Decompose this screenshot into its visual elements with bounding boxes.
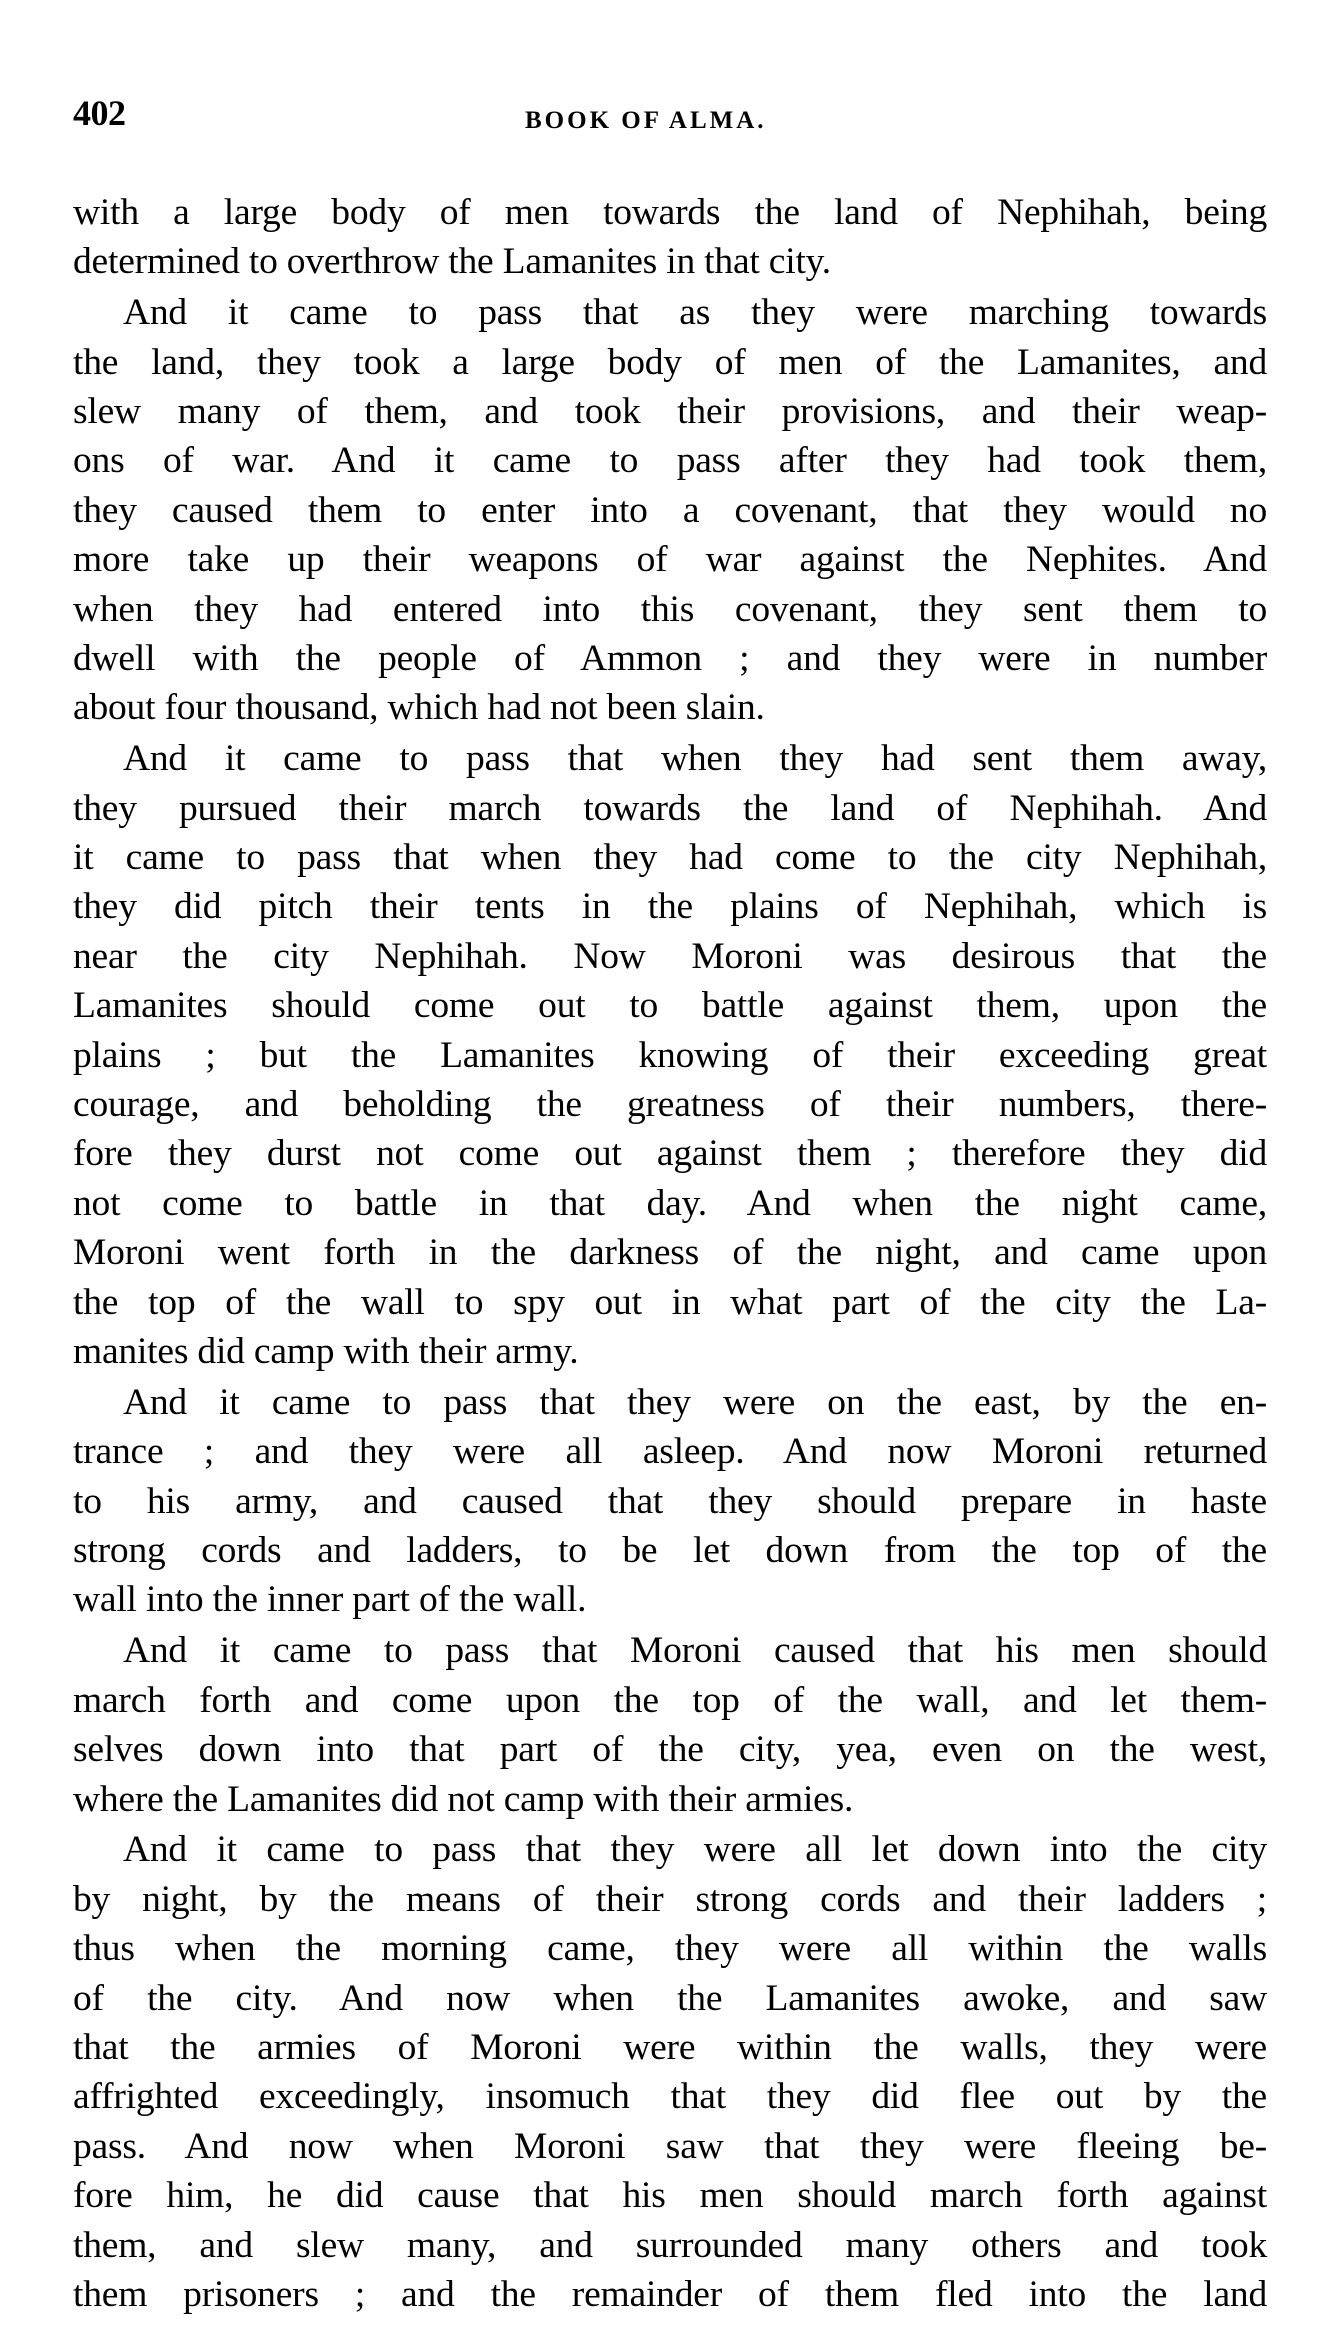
text-line: of the city. And now when the Lamanites awoke, and saw xyxy=(73,1977,1267,2019)
paragraph-5 xyxy=(73,1626,1267,1824)
text-line: And it came to pass that they were all let down into the city xyxy=(123,1829,1267,1871)
text-line: ons of war. And it came to pass after they had took them, xyxy=(73,440,1267,482)
paragraph-2 xyxy=(73,288,1267,733)
text-line: Moroni went forth in the darkness of the night, and came upon xyxy=(73,1232,1267,1274)
text-line: And it came to pass that they were on the east, by the en- xyxy=(123,1381,1267,1423)
text-line: pass. And now when Moroni saw that they were fleeing be- xyxy=(73,2125,1267,2167)
text-line: when they had entered into this covenant, they sent them to xyxy=(73,588,1267,630)
text-line: by night, by the means of their strong cords and their ladders ; xyxy=(73,1878,1267,1920)
text-line: fore they durst not come out against them ; therefore they did xyxy=(73,1133,1267,1175)
text-line: they did pitch their tents in the plains of Nephihah, which is xyxy=(73,886,1267,928)
text-line: not come to battle in that day. And when the night came, xyxy=(73,1182,1267,1224)
text-line: where the Lamanites did not camp with their armies. xyxy=(73,1778,854,1820)
text-line: slew many of them, and took their provisions, and their weap- xyxy=(73,391,1267,433)
text-line: manites did camp with their army. xyxy=(73,1330,579,1372)
paragraph-3 xyxy=(73,734,1267,1376)
text-line: more take up their weapons of war against the Nephites. And xyxy=(73,539,1267,581)
text-line: selves down into that part of the city, yea, even on the west, xyxy=(73,1729,1267,1771)
text-line: with a large body of men towards the land of Nephihah, being xyxy=(73,192,1267,233)
text-line: dwell with the people of Ammon ; and they were in number xyxy=(73,638,1267,680)
text-line: strong cords and ladders, to be let down from the top of the xyxy=(73,1530,1267,1572)
text-line: the land, they took a large body of men of the Lamanites, and xyxy=(73,341,1267,383)
paragraph-4 xyxy=(73,1378,1267,1625)
text-line: courage, and beholding the greatness of their numbers, there- xyxy=(73,1084,1267,1126)
text-line: determined to overthrow the Lamanites in that city. xyxy=(73,241,831,283)
page-number: 402 xyxy=(73,93,126,133)
text-line: thus when the morning came, they were all within the walls xyxy=(73,1928,1267,1970)
text-line: to his army, and caused that they should prepare in haste xyxy=(73,1480,1267,1522)
text-line: plains ; but the Lamanites knowing of their exceeding great xyxy=(73,1034,1267,1076)
text-line: it came to pass that when they had come to the city Nephihah, xyxy=(73,837,1267,879)
text-line: wall into the inner part of the wall. xyxy=(73,1579,587,1621)
text-line: Lamanites should come out to battle against them, upon the xyxy=(73,985,1267,1027)
text-line: them prisoners ; and the remainder of them fled into the land xyxy=(73,2273,1267,2315)
text-line: about four thousand, which had not been slain. xyxy=(73,687,765,729)
text-line: And it came to pass that when they had sent them away, xyxy=(123,738,1267,780)
text-line: march forth and come upon the top of the wall, and let them- xyxy=(73,1679,1267,1721)
text-line: And it came to pass that as they were marching towards xyxy=(123,292,1267,334)
text-line: that the armies of Moroni were within the walls, they were xyxy=(73,2026,1267,2068)
text-line: fore him, he did cause that his men should march forth against xyxy=(73,2175,1267,2217)
running-title: BOOK OF ALMA. xyxy=(525,107,767,134)
text-line: near the city Nephihah. Now Moroni was desirous that the xyxy=(73,935,1267,977)
text-line: them, and slew many, and surrounded many others and took xyxy=(73,2224,1267,2266)
text-line: they pursued their march towards the land of Nephihah. And xyxy=(73,787,1267,829)
paragraph-1-continued xyxy=(73,188,1267,287)
text-line: And it came to pass that Moroni caused that his men should xyxy=(123,1630,1267,1672)
paragraph-6 xyxy=(73,1825,1267,2319)
text-line: affrighted exceedingly, insomuch that they did flee out by the xyxy=(73,2076,1267,2118)
text-line: they caused them to enter into a covenant, that they would no xyxy=(73,489,1267,531)
text-line: trance ; and they were all asleep. And now Moroni returned xyxy=(73,1431,1267,1473)
body-text xyxy=(73,188,1267,2319)
text-line: the top of the wall to spy out in what part of the city the La- xyxy=(73,1281,1267,1323)
